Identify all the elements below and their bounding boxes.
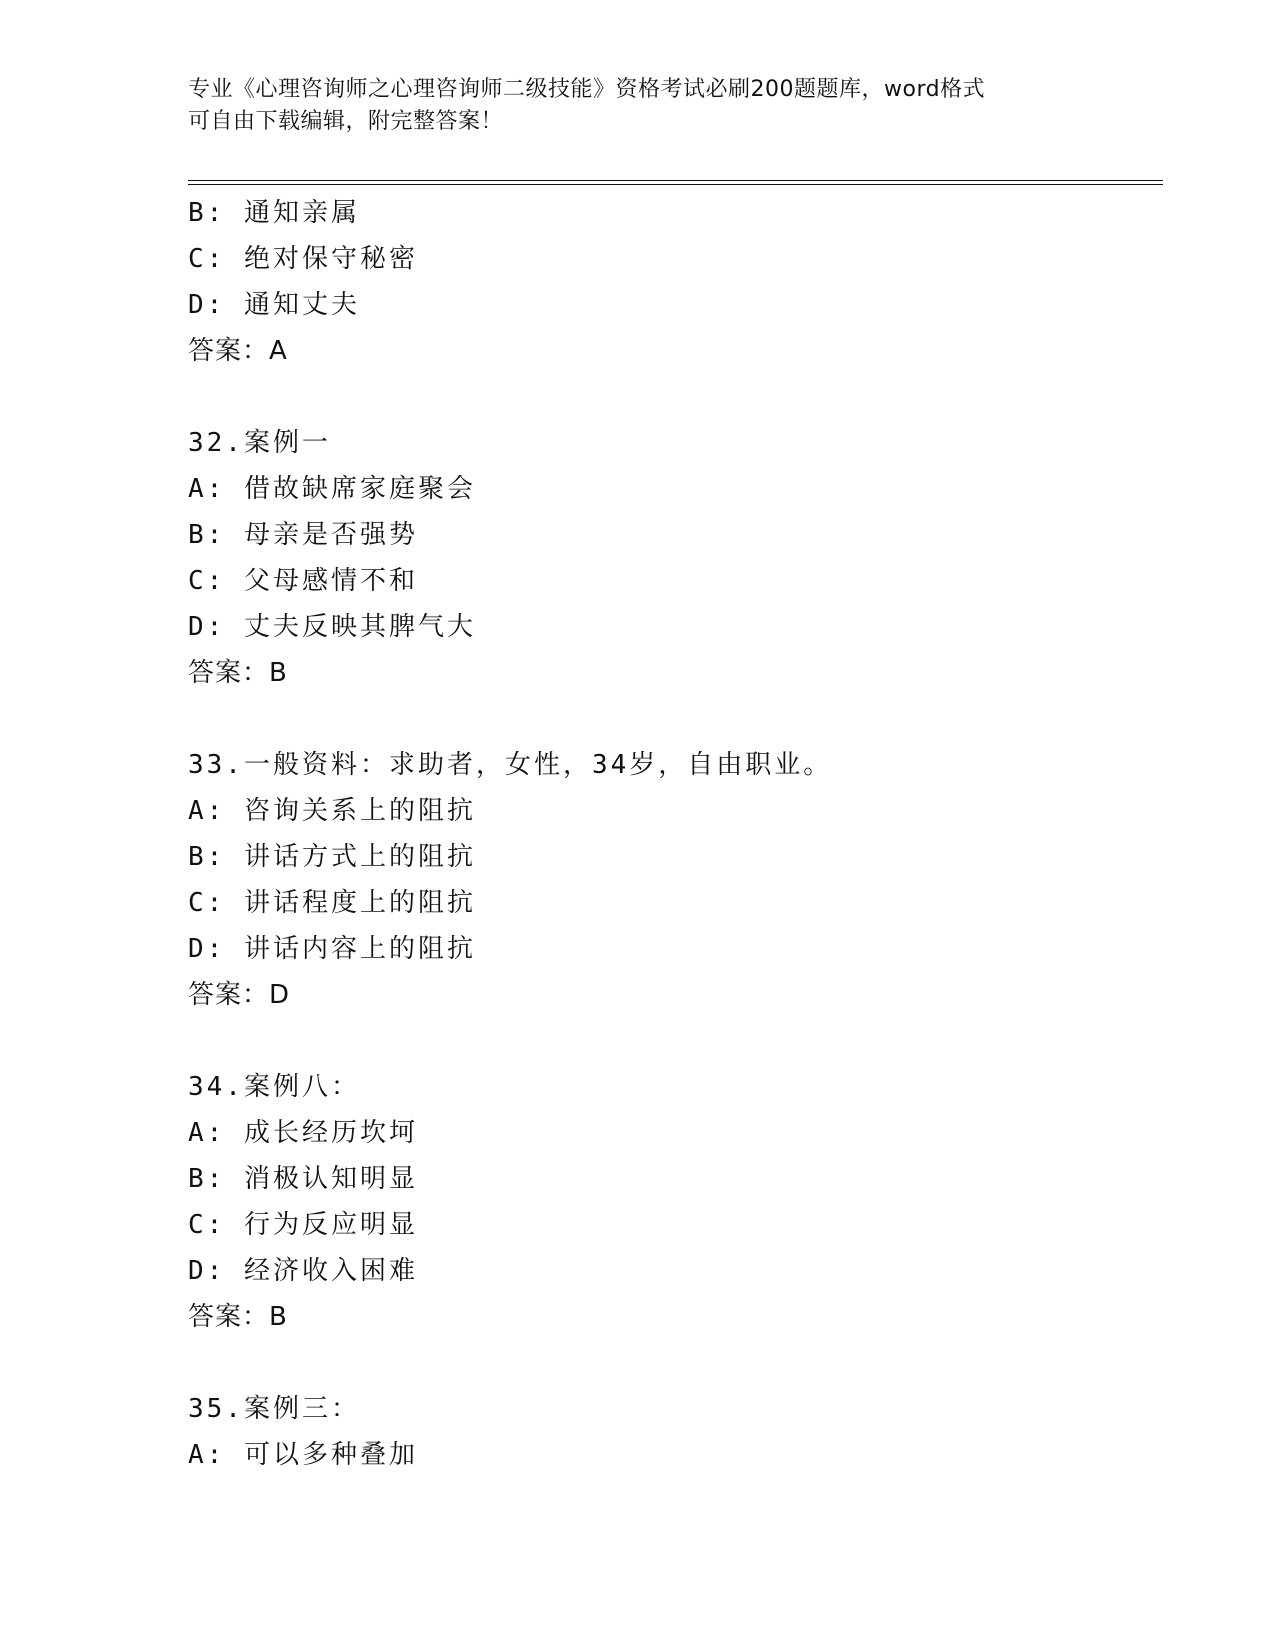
option-d: D: 通知丈夫	[188, 290, 360, 320]
option-a: A: 可以多种叠加	[188, 1440, 418, 1470]
option-a: A: 成长经历坎坷	[188, 1118, 418, 1148]
option-b: B: 消极认知明显	[188, 1164, 418, 1194]
question-block-31	[188, 190, 1163, 374]
question-title: 34.案例八：	[188, 1072, 360, 1102]
answer-line: 答案：A	[188, 336, 288, 366]
document-header	[188, 74, 1088, 138]
spacer	[188, 374, 1163, 420]
header-line-2: 可自由下载编辑，附完整答案！	[188, 109, 504, 134]
option-b: B: 讲话方式上的阻抗	[188, 842, 476, 872]
header-line-1: 专业《心理咨询师之心理咨询师二级技能》资格考试必刷200题题库，word格式	[188, 77, 986, 102]
option-d: D: 丈夫反映其脾气大	[188, 612, 476, 642]
question-block-34	[188, 1064, 1163, 1340]
header-divider-top	[188, 180, 1163, 181]
question-block-35	[188, 1386, 1163, 1478]
option-c: C: 讲话程度上的阻抗	[188, 888, 476, 918]
question-title: 33.一般资料：求助者，女性，34岁，自由职业。	[188, 750, 833, 780]
answer-line: 答案：B	[188, 1302, 288, 1332]
question-title: 35.案例三：	[188, 1394, 360, 1424]
answer-line: 答案：D	[188, 980, 291, 1010]
option-d: D: 讲话内容上的阻抗	[188, 934, 476, 964]
question-block-32	[188, 420, 1163, 696]
option-c: C: 行为反应明显	[188, 1210, 418, 1240]
spacer	[188, 696, 1163, 742]
option-d: D: 经济收入困难	[188, 1256, 418, 1286]
question-block-33	[188, 742, 1163, 1018]
question-title: 32.案例一	[188, 428, 331, 458]
spacer	[188, 1340, 1163, 1386]
spacer	[188, 1018, 1163, 1064]
answer-line: 答案：B	[188, 658, 288, 688]
option-c: C: 父母感情不和	[188, 566, 418, 596]
option-b: B: 通知亲属	[188, 198, 360, 228]
option-c: C: 绝对保守秘密	[188, 244, 418, 274]
header-divider-bottom	[188, 184, 1163, 185]
option-a: A: 借故缺席家庭聚会	[188, 474, 476, 504]
question-list	[188, 190, 1163, 1478]
option-a: A: 咨询关系上的阻抗	[188, 796, 476, 826]
option-b: B: 母亲是否强势	[188, 520, 418, 550]
